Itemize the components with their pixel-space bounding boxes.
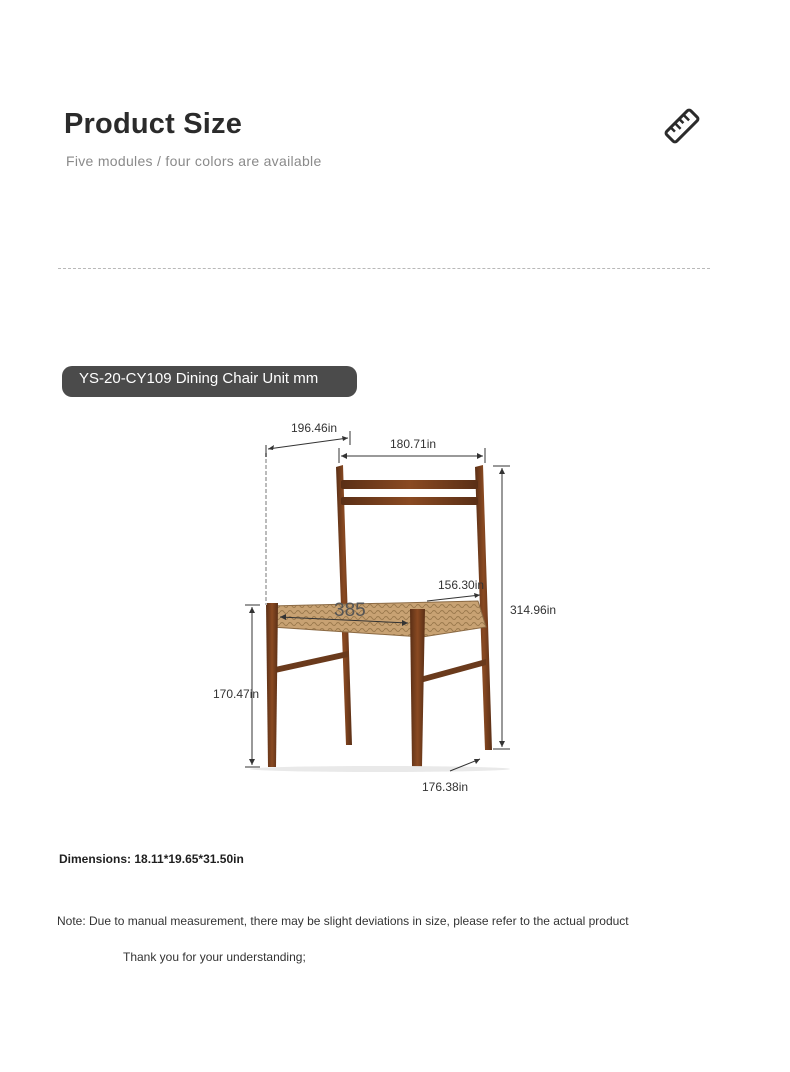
dimensions-text: Dimensions: 18.11*19.65*31.50in bbox=[59, 852, 244, 866]
dim-leg-span: 176.38in bbox=[422, 780, 469, 794]
dim-height-total: 314.96in bbox=[510, 603, 557, 617]
dim-seat-depth: 156.30in bbox=[438, 578, 485, 592]
section-divider bbox=[58, 268, 710, 269]
dim-width-top: 180.71in bbox=[390, 437, 437, 451]
page-subtitle: Five modules / four colors are available bbox=[66, 153, 322, 169]
model-label: YS-20-CY109 Dining Chair Unit mm bbox=[62, 366, 357, 397]
ruler-icon bbox=[662, 106, 702, 146]
chair-dimension-diagram bbox=[200, 405, 580, 805]
page-title: Product Size bbox=[64, 108, 243, 140]
note-text: Note: Due to manual measurement, there may be slight deviations in size, please refer to the actual product bbox=[57, 914, 629, 928]
thanks-text: Thank you for your understanding; bbox=[123, 950, 306, 964]
dim-seat-mark: 385 bbox=[334, 600, 366, 621]
dim-seat-height: 170.47in bbox=[213, 687, 260, 701]
dim-depth-top: 196.46in bbox=[291, 421, 338, 435]
